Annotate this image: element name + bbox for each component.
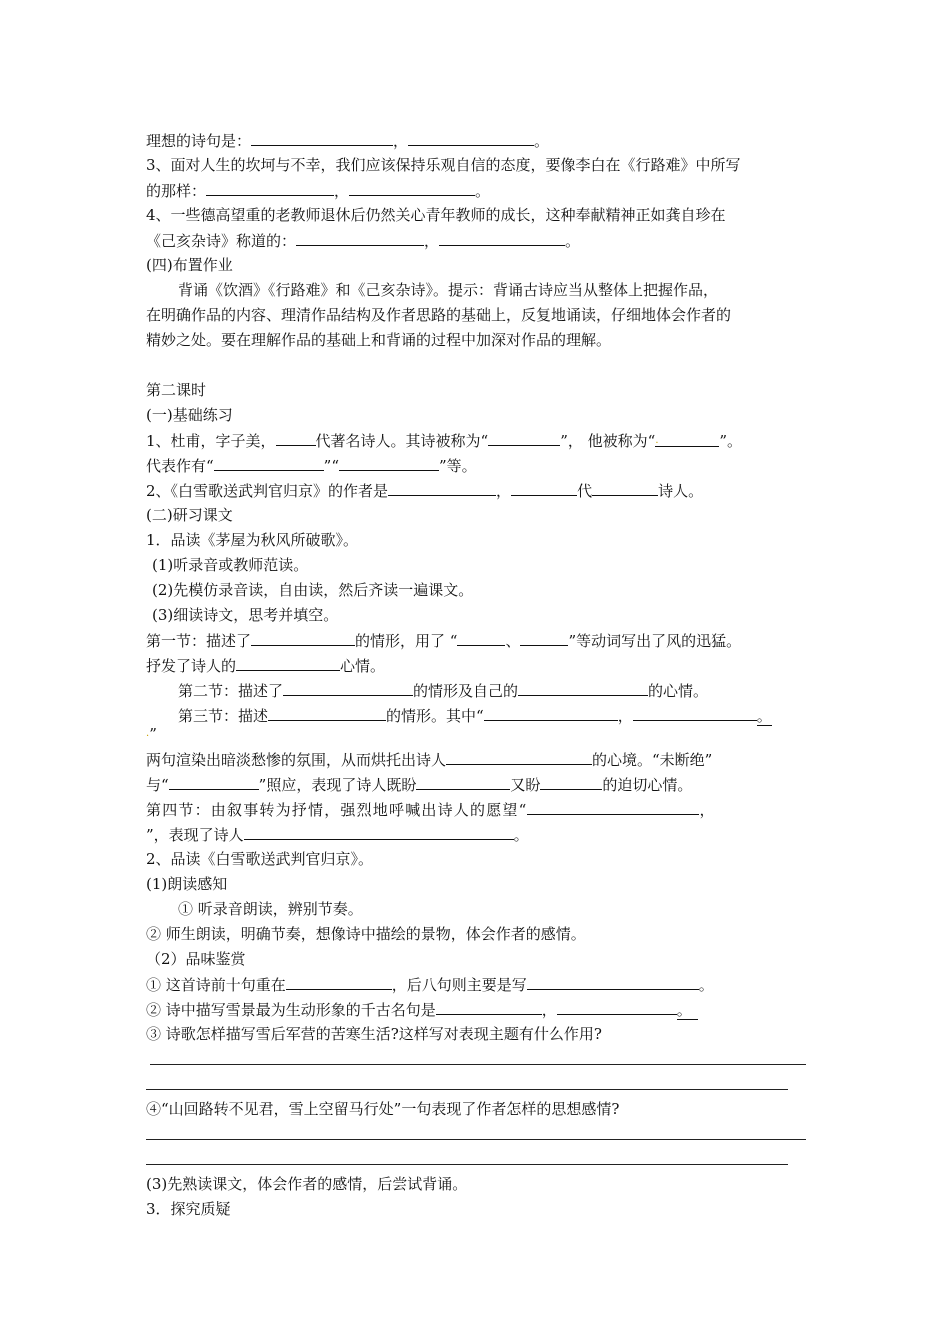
text-line: （2）品味鉴赏 (146, 950, 246, 968)
fill-blank[interactable] (296, 228, 424, 246)
text-line: 第三节：描述 的情形。其中“ ， 。 (178, 703, 848, 728)
text-line: ·” (146, 725, 157, 743)
fill-blank[interactable] (439, 228, 565, 246)
answer-line[interactable] (146, 1164, 788, 1165)
text-line: 抒发了诗人的 心情。 (146, 653, 816, 678)
fill-blank[interactable] (276, 428, 316, 446)
fill-blank[interactable] (388, 478, 496, 496)
fill-blank[interactable] (214, 453, 324, 471)
fill-blank[interactable] (286, 972, 392, 990)
text-line: 与“ ”照应，表现了诗人既盼 又盼 的迫切心情。 (146, 772, 816, 797)
text-line: ”，表现了诗人 。 (146, 822, 816, 847)
lesson-heading: 第二课时 (146, 381, 207, 399)
section-heading: (四)布置作业 (146, 256, 233, 274)
text-line: ② 诗中描写雪景最为生动形象的千古名句是 ， 。 (146, 997, 816, 1022)
fill-blank[interactable] (169, 772, 259, 790)
text-line: 1、杜甫，字子美， 代著名诗人。其诗被称为“ ”， 他被称为“· ”。 (146, 428, 816, 453)
text-line: (3)细读诗文，思考并填空。 (152, 606, 339, 624)
fill-blank[interactable] (527, 972, 699, 990)
text-line: ④“山回路转不见君，雪上空留马行处”一句表现了作者怎样的思想感情? (146, 1100, 620, 1118)
fill-blank[interactable] (633, 703, 757, 721)
fill-blank[interactable] (484, 703, 618, 721)
text-line: ② 师生朗读，明确节奏，想像诗中描绘的景物，体会作者的感情。 (146, 925, 586, 943)
fill-blank[interactable] (527, 797, 699, 815)
text-line: (3)先熟读课文，体会作者的感情，后尝试背诵。 (146, 1175, 468, 1193)
fill-blank[interactable] (446, 747, 592, 765)
fill-blank[interactable] (339, 453, 439, 471)
text-line: 第四节：由叙事转为抒情，强烈地呼喊出诗人的愿望“ ， (146, 797, 816, 822)
text-line: 精妙之处。要在理解作品的基础上和背诵的过程中加深对作品的理解。 (146, 331, 612, 349)
text-line: 背诵《饮酒》《行路难》和《己亥杂诗》。提示：背诵古诗应当从整体上把握作品， (178, 281, 719, 299)
text-line: 2、《白雪歌送武判官归京》的作者是 ， 代 诗人。 (146, 478, 816, 503)
section-heading: (一)基础练习 (146, 406, 233, 424)
fill-blank[interactable] (540, 772, 602, 790)
text-line: ③ 诗歌怎样描写雪后军营的苦寒生活?这样写对表现主题有什么作用? (146, 1025, 602, 1043)
fill-blank[interactable] (349, 178, 475, 196)
answer-line[interactable] (150, 1064, 806, 1065)
text-line: 3、面对人生的坎坷与不幸，我们应该保持乐观自信的态度，要像李白在《行路难》中所写 (146, 156, 741, 174)
text-line: 2、品读《白雪歌送武判官归京》。 (146, 850, 374, 868)
fill-blank[interactable] (206, 178, 334, 196)
text-line: 代表作有“ ”“ ”等。 (146, 453, 816, 478)
section-heading: 3．探究质疑 (146, 1200, 231, 1218)
text-line: 第二节：描述了 的情形及自己的 的心情。 (178, 678, 848, 703)
text-line: 第一节：描述了 的情形，用了 “ 、 ”等动词写出了风的迅猛。 (146, 628, 816, 653)
fill-blank[interactable] (557, 997, 677, 1015)
text-line: 1．品读《茅屋为秋风所破歌》。 (146, 531, 359, 549)
fill-blank[interactable] (488, 428, 560, 446)
fill-blank[interactable] (251, 128, 393, 146)
answer-line[interactable] (146, 1089, 788, 1090)
text-line: 两句渲染出暗淡愁惨的氛围，从而烘托出诗人 的心境。“未断绝” (146, 747, 816, 772)
fill-blank[interactable] (236, 653, 340, 671)
fill-blank[interactable] (268, 703, 386, 721)
fill-blank[interactable]: · (655, 429, 719, 447)
fill-blank[interactable] (416, 772, 510, 790)
fill-blank[interactable] (408, 128, 534, 146)
answer-line[interactable] (146, 1139, 806, 1140)
fill-blank[interactable] (436, 997, 542, 1015)
text-line: 在明确作品的内容、理清作品结构及作者思路的基础上，反复地诵读，仔细地体会作者的 (146, 306, 732, 324)
text-line: ① 听录音朗读，辨别节奏。 (178, 900, 363, 918)
text-line: ① 这首诗前十句重在 ，后八句则主要是写 。 (146, 972, 816, 997)
section-heading: (二)研习课文 (146, 506, 233, 524)
fill-blank[interactable] (592, 478, 658, 496)
text-line: 4、一些德高望重的老教师退休后仍然关心青年教师的成长，这种奉献精神正如龚自珍在 (146, 206, 726, 224)
text-line: (1)听录音或教师范读。 (152, 556, 309, 574)
text-line: (1)朗读感知 (146, 875, 228, 893)
fill-blank[interactable] (457, 628, 505, 646)
fill-blank[interactable] (511, 478, 577, 496)
fill-blank[interactable] (518, 678, 648, 696)
fill-blank[interactable] (283, 678, 413, 696)
text-line: 《己亥杂诗》称道的： ， 。 (146, 228, 816, 253)
text-line: (2)先模仿录音读，自由读，然后齐读一遍课文。 (152, 581, 474, 599)
fill-blank[interactable] (520, 628, 568, 646)
fill-blank[interactable] (244, 822, 514, 840)
text-line: 理想的诗句是： ， 。 (146, 128, 816, 153)
fill-blank[interactable] (251, 628, 355, 646)
text-line: 的那样： ， 。 (146, 178, 816, 203)
